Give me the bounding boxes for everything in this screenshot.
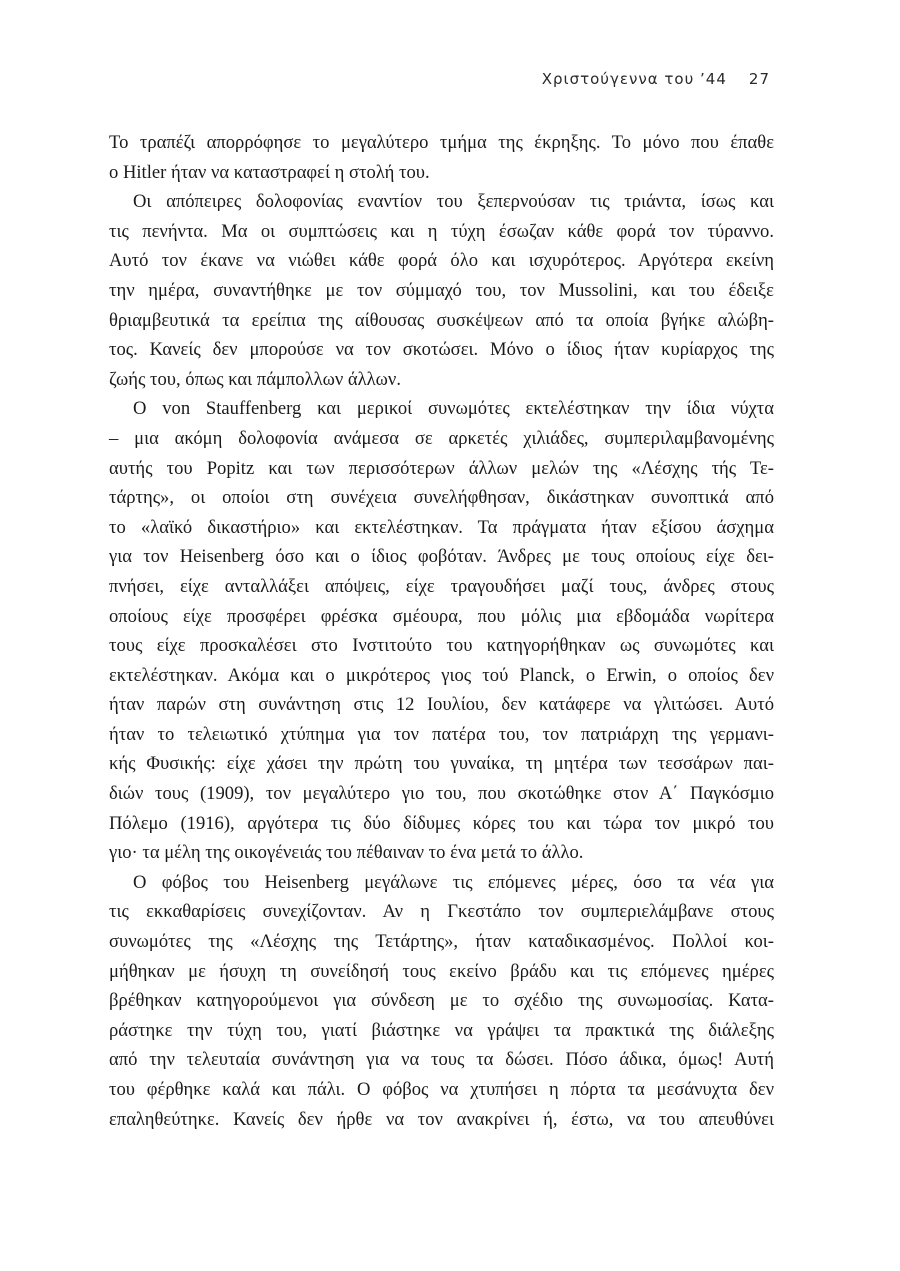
text-line: κής Φυσικής: είχε χάσει την πρώτη του γυναίκα, τη μητέρα των τεσσάρων παι- [109,753,774,775]
text-line: την ημέρα, συναντήθηκε με τον σύμμαχό του, τον Mussolini, και του έδειξε [109,279,774,301]
paragraph [109,187,774,394]
text-line: τους είχε προσκαλέσει στο Ινστιτούτο του κατηγορήθηκαν ως συνωμότες και [109,635,774,657]
text-line: βρέθηκαν κατηγορούμενοι για σύνδεση με το σχέδιο της συνωμοσίας. Κατα- [109,990,774,1012]
text-line: τάρτης», οι οποίοι στη συνέχεια συνελήφθησαν, δικάστηκαν συνοπτικά από [109,487,774,509]
paragraph [109,868,774,1134]
text-line: Αυτό τον έκανε να νιώθει κάθε φορά όλο και ισχυρότερος. Αργότερα εκείνη [109,250,774,272]
text-line: μήθηκαν με ήσυχη τη συνείδησή τους εκείνο βράδυ και τις επόμενες ημέρες [109,960,774,982]
text-line: Το τραπέζι απορρόφησε το μεγαλύτερο τμήμα της έκρηξης. Το μόνο που έπαθε [109,132,774,153]
text-line: ράστηκε την τύχη του, γιατί βιάστηκε να γράψει τα πρακτικά της διάλεξης [109,1019,774,1041]
text-line: θριαμβευτικά τα ερείπια της αίθουσας συσκέψεων από τα οποία βγήκε αλώβη- [109,309,774,331]
text-line: Ο von Stauffenberg και μερικοί συνωμότες εκτελέστηκαν την ίδια νύχτα [133,398,774,420]
text-line: ήταν παρών στη συνάντηση στις 12 Ιουλίου, δεν κατάφερε να γλιτώσει. Αυτό [109,694,774,716]
body-text [109,128,774,1134]
paragraph [109,128,774,187]
text-line: οποίους είχε προσφέρει φρέσκα σμέουρα, που μόλις μια εβδομάδα νωρίτερα [109,605,774,627]
text-line: πνήσει, είχε ανταλλάξει απόψεις, είχε τραγουδήσει μαζί τους, άνδρες στους [109,575,774,597]
text-line: εκτελέστηκαν. Ακόμα και ο μικρότερος γιος τού Planck, ο Erwin, ο οποίος δεν [109,664,774,686]
text-line: – μια ακόμη δολοφονία ανάμεσα σε αρκετές χιλιάδες, συμπεριλαμβανομένης [109,427,774,449]
page-number: 27 [748,70,770,88]
text-line: επαληθεύτηκε. Κανείς δεν ήρθε να τον ανακρίνει ή, έστω, να του απευθύνει [109,1108,774,1130]
text-line: τις εκκαθαρίσεις συνεχίζονταν. Αν η Γκεστάπο τον συμπεριελάμβανε στους [109,901,774,923]
text-line: Ο φόβος του Heisenberg μεγάλωνε τις επόμενες μέρες, όσο τα νέα για [133,871,774,893]
text-line: γιο· τα μέλη της οικογένειάς του πέθαιναν το ένα μετά το άλλο. [109,842,584,864]
text-line: ο Hitler ήταν να καταστραφεί η στολή του. [109,161,430,183]
text-line: ήταν το τελειωτικό χτύπημα για τον πατέρα του, τον πατριάρχη της γερμανι- [109,723,774,745]
text-line: για τον Heisenberg όσο και ο ίδιος φοβόταν. Άνδρες με τους οποίους είχε δει- [109,546,774,568]
text-line: τος. Κανείς δεν μπορούσε να τον σκοτώσει. Μόνο ο ίδιος ήταν κυρίαρχος της [109,339,774,361]
text-line: τις πενήντα. Μα οι συμπτώσεις και η τύχη έσωζαν κάθε φορά τον τύραννο. [109,220,774,242]
text-line: ζωής του, όπως και πάμπολλων άλλων. [109,368,401,390]
text-line: από την τελευταία συνάντηση για να τους τα δώσει. Πόσο άδικα, όμως! Αυτή [109,1049,774,1071]
text-line: συνωμότες της «Λέσχης της Τετάρτης», ήταν καταδικασμένος. Πολλοί κοι- [109,931,774,953]
running-title: Χριστούγεννα του ’44 [541,70,727,88]
text-line: Οι απόπειρες δολοφονίας εναντίον του ξεπερνούσαν τις τριάντα, ίσως και [133,191,774,213]
text-line: του φέρθηκε καλά και πάλι. Ο φόβος να χτυπήσει η πόρτα τα μεσάνυχτα δεν [109,1079,774,1100]
running-header [542,70,770,88]
text-line: Πόλεμο (1916), αργότερα τις δύο δίδυμες κόρες του και τώρα τον μικρό του [109,812,774,834]
text-line: αυτής του Popitz και των περισσότερων άλλων μελών της «Λέσχης τής Τε- [109,457,774,479]
text-line: το «λαϊκό δικαστήριο» και εκτελέστηκαν. Τα πράγματα ήταν εξίσου άσχημα [109,516,774,538]
paragraph [109,394,774,868]
text-line: διών τους (1909), τον μεγαλύτερο γιο του, που σκοτώθηκε στον Α΄ Παγκόσμιο [109,783,774,805]
